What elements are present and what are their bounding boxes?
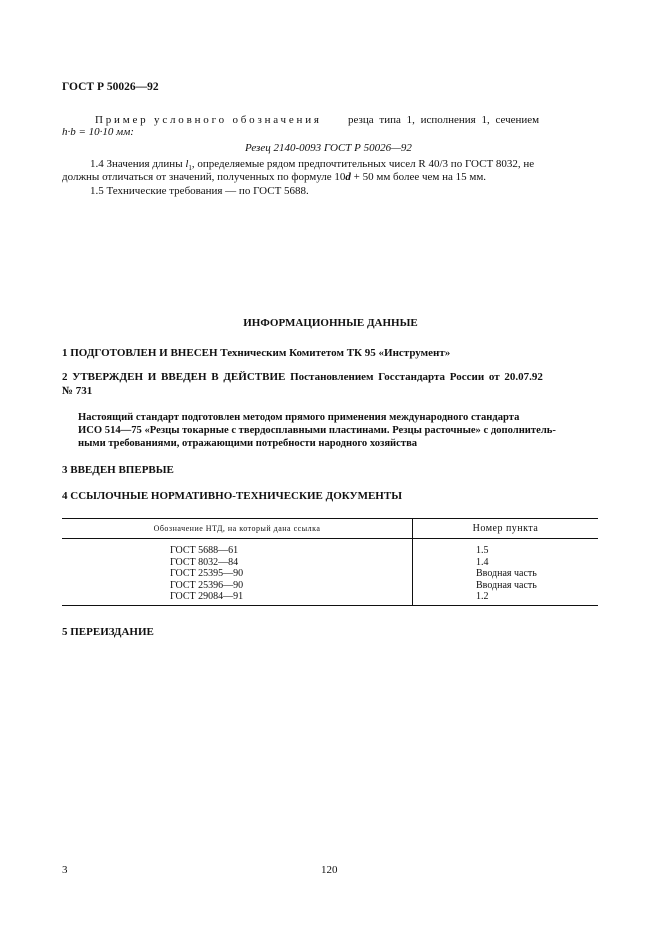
section-2-line2: № 731 (62, 385, 93, 397)
example-designation: Резец 2140-0093 ГОСТ Р 50026—92 (245, 142, 412, 154)
p14-sub: 1 (188, 164, 192, 173)
table-cell-doc: ГОСТ 29084—91 (170, 591, 244, 602)
info-title: ИНФОРМАЦИОННЫЕ ДАННЫЕ (243, 317, 418, 329)
table-cell-doc: ГОСТ 25396—90 (170, 579, 244, 591)
p14-text-a: 1.4 Значения длины (90, 158, 183, 170)
section-4: 4 ССЫЛОЧНЫЕ НОРМАТИВНО-ТЕХНИЧЕСКИЕ ДОКУМЕНТЫ (62, 490, 402, 502)
table-header-document: Обозначение НТД, на который дана ссылка (62, 519, 413, 539)
table-cell-doc: ГОСТ 5688—61 (170, 545, 239, 556)
p14-line2-b: + 50 мм более чем на 15 мм. (350, 171, 487, 183)
paragraph-1-5: 1.5 Технические требования — по ГОСТ 5688. (90, 185, 309, 197)
page-number-center: 120 (321, 864, 338, 876)
section-1: 1 ПОДГОТОВЛЕН И ВНЕСЕН Техническим Комитетом ТК 95 «Инструмент» (62, 347, 451, 359)
table-cell-item: 1.4 (476, 556, 489, 568)
p14-text-b: , определяемые рядом предпочтительных чисел R 40/3 по ГОСТ 8032, не (191, 158, 535, 170)
table-item-column (413, 539, 599, 606)
references-table (62, 518, 598, 606)
section-5: 5 ПЕРЕИЗДАНИЕ (62, 626, 154, 638)
table-cell-item: 1.5 (476, 545, 489, 556)
document-header: ГОСТ Р 50026—92 (62, 81, 159, 93)
example-text: резца типа 1, исполнения 1, сечением (348, 114, 540, 126)
p14-line2-a: должны отличаться от значений, полученных по формуле 10 (62, 171, 346, 183)
table-cell-item: 1.2 (476, 591, 489, 602)
page-number-left: 3 (62, 864, 68, 876)
section-2-line1: 2 УТВЕРЖДЕН И ВВЕДЕН В ДЕЙСТВИЕ Постановлением Госстандарта России от 20.07.92 (62, 371, 543, 383)
table-cell-item: Вводная часть (476, 568, 537, 579)
section-3: 3 ВВЕДЕН ВПЕРВЫЕ (62, 464, 174, 476)
p14-var: l (185, 158, 189, 170)
table-header-item: Номер пункта (413, 519, 599, 539)
section-2-body2: ИСО 514—75 «Резцы токарные с твердосплавными пластинами. Резцы расточные» с дополнитель- (78, 425, 556, 436)
table-doc-column (62, 539, 413, 606)
example-section: h·b = 10·10 мм: (62, 126, 134, 138)
table-cell-item: Вводная часть (476, 579, 537, 591)
example-label-text: Пример условного обозначения (95, 114, 322, 126)
table-cell-doc: ГОСТ 25395—90 (170, 568, 244, 579)
p14-line2-var: d (345, 171, 351, 183)
section-2-body1: Настоящий стандарт подготовлен методом прямого применения международного стандарта (78, 412, 520, 423)
section-2-body3: ными требованиями, отражающими потребности народного хозяйства (78, 438, 418, 449)
paragraph-1-4-line2 (62, 171, 486, 184)
table-cell-doc: ГОСТ 8032—84 (170, 556, 239, 568)
